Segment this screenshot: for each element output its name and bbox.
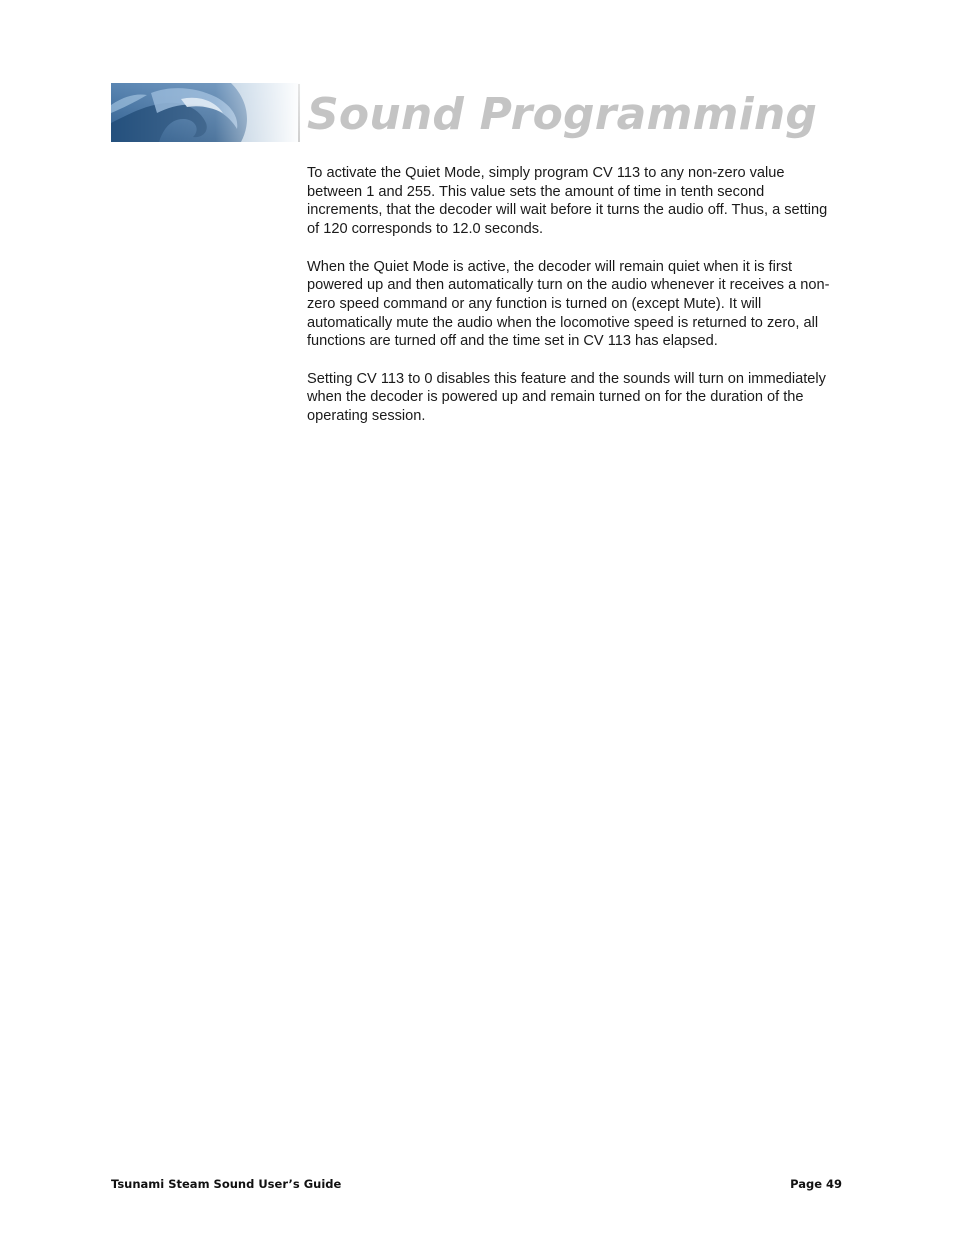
wave-banner-image: [111, 83, 301, 142]
page-title: Sound Programming: [307, 89, 818, 140]
paragraph-quiet-mode-behavior: When the Quiet Mode is active, the decoder will remain quiet when it is first powered up and then automatically turn on the audio whenever it receives a non-zero speed command or any function is turned on (except Mute). It will automatically mute the audio when the locomotive speed is returned to zero, all functions are turned off and the time set in CV 113 has elapsed.: [307, 258, 830, 350]
footer-page-number: Page 49: [790, 1177, 842, 1191]
paragraph-quiet-mode-activation: To activate the Quiet Mode, simply program CV 113 to any non-zero value between 1 and 255. This value sets the amount of time in tenth second increments, that the decoder will wait before it turns the audio off. Thus, a setting of 120 corresponds to 12.0 seconds.: [307, 165, 828, 238]
paragraph-quiet-mode-disable: Setting CV 113 to 0 disables this feature and the sounds will turn on immediately when the decoder is powered up and remain turned on for the duration of the operating session.: [307, 370, 826, 425]
ocean-wave-icon: [111, 83, 301, 142]
body-content: [307, 164, 842, 445]
header-divider: [298, 84, 300, 142]
footer-guide-title: Tsunami Steam Sound User’s Guide: [111, 1177, 342, 1191]
